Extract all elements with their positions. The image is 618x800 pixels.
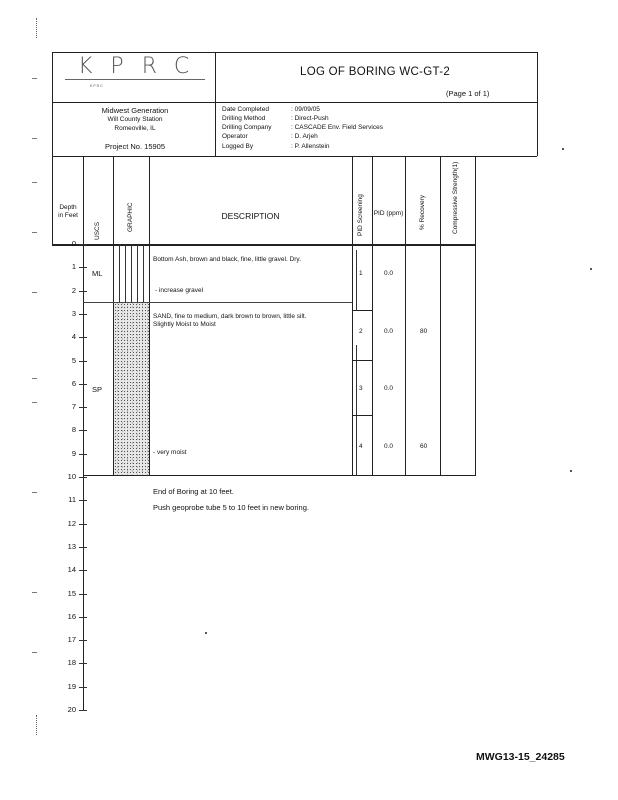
depth-tick [79,407,87,408]
sample-boundary [352,310,372,311]
depth-tick-label: 3 [71,308,76,318]
header-divider [52,102,537,103]
header-left-border [52,52,53,156]
margin-mark [32,182,37,183]
sample-pid: 0.0 [384,270,394,277]
logo-rule [65,79,205,80]
sample-pid: 0.0 [384,443,394,450]
column-header-depth: Depth in Feet [58,204,78,219]
meta-label-method: Drilling Method [222,115,266,122]
page-number: (Page 1 of 1) [446,89,490,98]
project-number: Project No. 15905 [104,142,166,151]
depth-tick-label: 0 [71,239,76,248]
depth-tick-label: 16 [67,611,76,621]
column-header-pid: PID (ppm) [373,210,404,217]
scan-speck [590,268,592,270]
depth-tick-label: 18 [67,658,76,668]
meta-value-operator: : D. Arjeh [291,133,318,140]
depth-tick [79,477,87,478]
logo-subtitle: KPRC [90,84,104,88]
depth-tick-label: 1 [71,262,76,272]
depth-tick-label: 5 [71,355,76,365]
depth-tick-label: 19 [67,681,76,691]
sample-interval-bar [356,345,357,475]
header-right-border [537,52,538,156]
depth-tick-label: 17 [67,635,76,645]
depth-tick [79,244,87,245]
depth-tick [79,594,87,595]
col-divider-graphic [149,156,150,476]
depth-tick [79,687,87,688]
depth-tick [79,570,87,571]
margin-mark [32,492,37,493]
sample-number: 2 [359,328,363,335]
depth-tick [79,430,87,431]
scan-speck [570,470,572,472]
document-id: MWG13-15_24285 [476,751,565,763]
col-divider-recovery [440,156,441,476]
meta-value-logged: : P. Allenstein [291,143,330,150]
depth-tick [79,640,87,641]
sample-pid: 0.0 [384,328,394,335]
uscs-ml: ML [92,269,103,278]
column-header-uscs: USCS [94,221,101,240]
margin-mark [32,292,37,293]
description-very-moist: - very moist [153,449,187,456]
client-name: Midwest Generation [101,106,169,115]
sample-recovery: 80 [420,328,428,335]
scan-artifact [36,18,37,38]
margin-mark [32,78,37,79]
depth-tick-label: 7 [71,402,76,412]
scan-speck [205,632,207,634]
depth-tick-label: 14 [67,565,76,575]
description-sand-2: Slightly Moist to Moist [153,321,216,328]
depth-tick-label: 9 [71,448,76,458]
margin-mark [32,592,37,593]
depth-tick-label: 12 [67,518,76,528]
client-station: Will County Station [107,116,163,123]
sample-boundary [352,360,372,361]
meta-label-date: Date Completed [222,106,269,113]
column-header-graphic: GRAPHIC [127,202,134,232]
margin-mark [32,402,37,403]
column-header-description: DESCRIPTION [221,211,280,221]
header-bottom-border [52,156,537,157]
column-header-recovery: % Recovery [419,194,426,230]
header-center-divider [215,52,216,156]
meta-label-operator: Operator [222,133,248,140]
sample-interval-bar [356,250,357,310]
depth-tick [79,267,87,268]
margin-mark [32,138,37,139]
depth-tick-label: 13 [67,541,76,551]
meta-value-date: : 09/09/05 [291,106,320,113]
table-bottom-border [83,475,475,476]
col-divider-pid-screening [372,156,373,476]
description-ash: Bottom Ash, brown and black, fine, little gravel. Dry. [153,256,302,263]
depth-tick-label: 8 [71,425,76,435]
depth-tick [79,710,87,711]
meta-label-company: Drilling Company [222,124,272,131]
depth-tick [79,314,87,315]
depth-tick-label: 15 [67,588,76,598]
sample-number: 3 [359,385,363,392]
col-divider-pid [405,156,406,476]
description-geoprobe: Push geoprobe tube 5 to 10 feet in new boring. [153,503,309,512]
header-top-border [52,52,537,53]
meta-value-method: : Direct-Push [291,115,329,122]
depth-tick [79,547,87,548]
depth-tick [79,500,87,501]
table-left-border [52,156,53,244]
depth-tick [79,663,87,664]
margin-mark [32,232,37,233]
stratum-boundary [83,302,352,303]
graphic-ash-fill [114,245,149,302]
sample-boundary [352,415,372,416]
margin-mark [32,652,37,653]
page-title: LOG OF BORING WC-GT-2 [300,66,451,78]
depth-tick-label: 11 [68,495,76,505]
depth-tick [79,361,87,362]
depth-tick [79,384,87,385]
sample-recovery: 60 [420,443,428,450]
meta-value-company: : CASCADE Env. Field Services [291,124,383,131]
scan-artifact [36,715,37,735]
depth-tick [79,524,87,525]
depth-tick-label: 20 [67,705,76,714]
depth-tick-label: 2 [71,285,76,295]
client-location: Romeoville, IL [114,125,156,132]
meta-label-logged: Logged By [222,143,254,150]
description-end-of-boring: End of Boring at 10 feet. [153,487,234,496]
sample-number: 1 [359,270,363,277]
depth-tick [79,617,87,618]
column-header-pid-screening: PID Screening [357,194,364,236]
graphic-sand-fill [114,303,149,475]
uscs-sp: SP [92,385,103,394]
depth-tick [79,291,87,292]
depth-tick [79,454,87,455]
description-gravel: - increase gravel [155,287,204,294]
scan-speck [562,148,564,150]
sample-number: 4 [359,443,363,450]
margin-mark [32,378,37,379]
column-header-strength: Compressive Strength(1) [452,161,459,234]
company-logo: KPRC [78,54,208,79]
col-divider-description [352,156,353,476]
depth-tick-label: 10 [67,472,76,481]
depth-tick [79,337,87,338]
description-sand-1: SAND, fine to medium, dark brown to brown, little silt. [153,313,307,320]
sample-pid: 0.0 [384,385,394,392]
depth-tick-label: 4 [71,332,76,342]
depth-tick-label: 6 [71,378,76,388]
table-right-border [475,156,476,476]
